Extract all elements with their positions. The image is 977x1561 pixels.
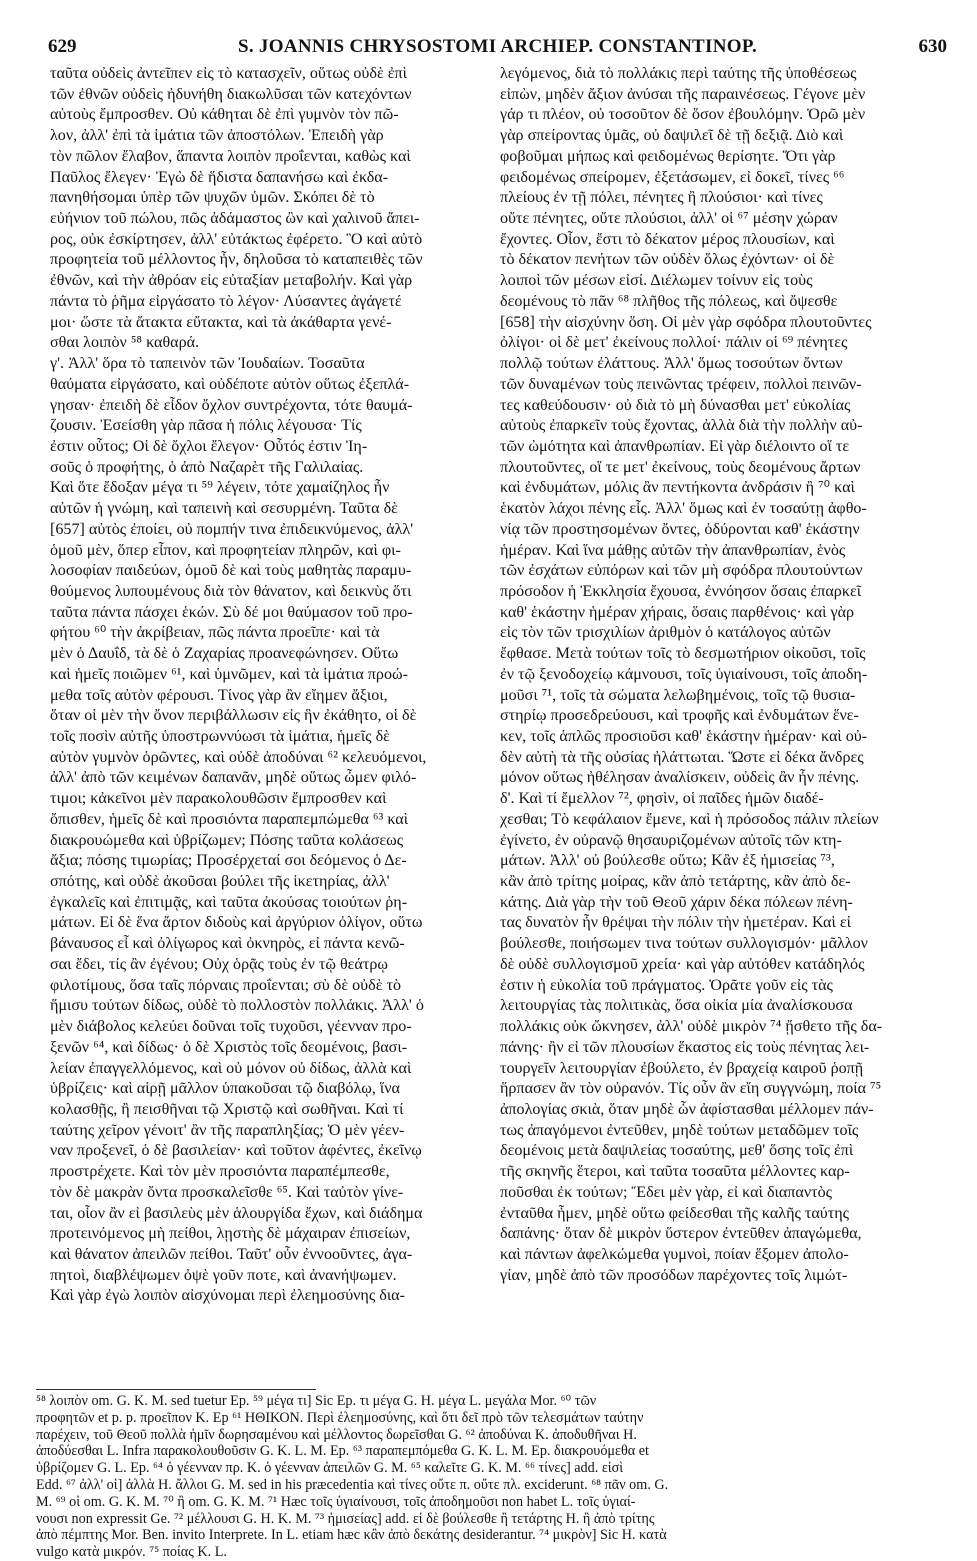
text-line: [658] τὴν αἰσχύνην ὅση. Οἱ μὲν γὰρ σφόδρα πλουτοῦντες [500, 313, 872, 331]
text-line: ὑβρίζεις· καὶ αἱρῇ μᾶλλον ὑπακοῦσαι τῷ διαβόλῳ, ἵνα [50, 1080, 400, 1098]
text-line: τῆς σκηνῆς ἕτεροι, καὶ ταῦτα τοσαῦτα μέλλοντες καρ- [500, 1163, 850, 1181]
text-line: γ'. Ἀλλ' ὅρα τὸ ταπεινὸν τῶν Ἰουδαίων. Τοσαῦτα [50, 355, 365, 373]
text-line: γίαν, μηδὲ ἀπὸ τῶν προσόδων παρέχοντες τοῖς λιμώτ- [500, 1266, 848, 1284]
text-line: κεν, τοῖς ἁπλῶς προσιοῦσι καθ' ἑκάστην ἡμέραν· καὶ οὐ- [500, 728, 868, 745]
running-title: S. JOANNIS CHRYSOSTOMI ARCHIEP. CONSTANTINOP. [237, 36, 758, 57]
text-line: τὸν δὲ μακρὰν ὄντα προσκαλεῖσθε ⁶⁵. Καὶ ταὐτὸν γίνε- [50, 1183, 404, 1201]
text-line: Παῦλος ἔλεγεν· Ἐγὼ δὲ ἥδιστα δαπανήσω καὶ ἐκδα- [50, 168, 389, 186]
text-line: σθαι λοιπὸν ⁵⁸ καθαρά. [50, 334, 200, 352]
running-header [48, 36, 947, 62]
text-line: ἐστιν οὗτος; Οἱ δὲ ὄχλοι ἔλεγον· Οὗτός ἐστιν Ἰη- [50, 437, 368, 455]
text-line: μὲν διάβολος κελεύει δοῦναι τοῖς τυχοῦσι, γέενναν προ- [50, 1018, 412, 1036]
text-line: μοι· ὥστε τὰ ἄτακτα εὔτακτα, καὶ τὰ ἀκάθαρτα γενέ- [50, 313, 392, 331]
text-line: ὅταν οἱ μὲν τὴν ὄνον περιβάλλωσιν εἰς ἣν ἐκάθητο, οἱ δὲ [50, 707, 417, 725]
footnote-line: ⁵⁸ λοιπὸν om. G. K. M. sed tuetur Ep. ⁵⁹ μέγα τι] Sic Ep. τι μέγα G. H. μέγα L. μεγάλα Mor. ⁶⁰ τῶν [36, 1393, 597, 1409]
text-line: βούλεσθε, ποιήσωμεν τινα τούτων συλλογισμόν· μᾶλλον [500, 935, 868, 953]
text-line: κάτης. Διὰ γὰρ τὴν τοῦ Θεοῦ χάριν δέκα πόλεων πένη- [500, 893, 853, 911]
text-line: μοῦσι ⁷¹, τοῖς τὰ σώματα λελωβημένοις, τοῖς τῷ θυσια- [500, 686, 856, 704]
text-line: Καὶ γὰρ ἐγὼ λοιπὸν αἰσχύνομαι περὶ ἐλεημοσύνης δια- [50, 1287, 405, 1305]
text-line: ὀλίγοι· οἱ δὲ μετ' ἐκείνους πολλοί· πάλιν οἱ ⁶⁹ πένητες [500, 334, 848, 352]
text-line: φήτου ⁶⁰ τὴν ἀκρίβειαν, πῶς πάντα προεῖπε· καὶ τὰ [50, 624, 380, 642]
text-line: σοῦς ὁ προφήτης, ὁ ἀπὸ Ναζαρὲτ τῆς Γαλιλαίας. [50, 458, 364, 476]
text-line: ἥμισυ τούτων δίδως, οὐδὲ τὸ πολλοστὸν πολλάκις. Ἀλλ' ὁ [50, 997, 424, 1015]
text-line: ται, οἷον ἂν εἰ βασιλεὺς μὲν ἁλουργίδα ἔχων, καὶ διάδημα [50, 1204, 423, 1222]
text-line: ἔφθασε. Μετὰ τούτων τοῖς τὸ δεσμωτήριον οἰκοῦσι, τοῖς [500, 645, 866, 663]
footnote-line: ὑβρίζομεν G. L. Ep. ⁶⁴ ὁ γέενναν πρ. K. ὁ γέενναν ἀπειλῶν G. M. ⁶⁵ καλεῖτε G. K. M. ⁶⁶ τίνες] add. εἰσὶ [36, 1460, 624, 1477]
text-line: μεθα τοῖς αὐτὸν φέρουσι. Τίνος γὰρ ἂν εἴημεν ἄξιοι, [50, 686, 388, 704]
page-number-right: 630 [918, 36, 947, 57]
text-line: πολλῷ τούτων ἐλάττους. Ἀλλ' ὅμως τοσούτων ὄντων [500, 355, 843, 373]
text-line: αὐτοὺς ἔμπροσθεν. Οὐ κάθηται δὲ ἐπὶ γυμνὸν τὸν πῶ- [50, 106, 399, 124]
text-line: ταῦτα οὐδεὶς ἀντεῖπεν εἰς τὸ κατασχεῖν, οὕτως οὐδὲ ἐπὶ [50, 65, 407, 82]
text-line: εἰς τὸν τῶν τρισχιλίων ἀριθμὸν ὁ κατάλογος αὐτῶν [500, 624, 831, 642]
text-line: ἐν τῷ ξενοδοχείῳ κάμνουσι, τοῖς ὑγιαίνουσι, τοῖς ἀποδη- [500, 665, 868, 683]
text-line: μάτων. Εἰ δὲ ἕνα ἄρτον διδοὺς καὶ ἀργύριον ὀλίγον, οὕτω [50, 914, 423, 932]
text-line: ξενῶν ⁶⁴, καὶ δίδως· ὁ δὲ Χριστὸς τοῖς δεομένοις, βασι- [50, 1038, 408, 1056]
text-line: τῶν ὠμότητα καὶ ἀπανθρωπίαν. Εἰ γὰρ διέλοιντο οἵ τε [500, 437, 850, 455]
footnotes [36, 1393, 948, 1561]
text-line: βάναυσος εἶ καὶ ὀλίγωρος καὶ ὀκνηρὸς, εἰ πάντα κενῶ- [50, 935, 405, 953]
footnote-line: M. ⁶⁹ οἱ om. G. K. M. ⁷⁰ ἢ om. G. K. M. ⁷¹ Hæc τοῖς ὑγιαίνουσι, τοῖς ἀποδημοῦσι non habet L. τοῖς ὑγιαί- [36, 1493, 636, 1510]
text-line: αὐτῶν ἡ γνώμη, καὶ ταπεινὴ καὶ σεσυρμένη. Ταῦτα δὲ [50, 500, 398, 518]
text-line: ποῦσθαι ἐκ τούτων; Ἔδει μὲν γὰρ, εἰ καὶ διαπαντὸς [500, 1183, 833, 1201]
text-line: δὲν αὐτὴ τὰ τῆς οὐσίας ἠλάττωται. Ὥστε εἰ δέκα ἄνδρες [500, 748, 864, 766]
text-line: νίᾳ τῶν προστησομένων ὄντες, ὀδύρονται καθ' ἑκάστην [500, 520, 860, 538]
page-number-left: 629 [48, 36, 77, 57]
footnote-line: ἀποδύεσθαι L. Infra παρακολουθοῦσιν G. K. L. M. Ep. ⁶³ παραπεμπόμεθα G. K. L. M. Ep. διακρουόμεθα et [36, 1443, 649, 1460]
text-line: καὶ θάνατον ἀπειλῶν πείθοι. Ταῦτ' οὖν ἐννοοῦντες, ἀγα- [50, 1245, 413, 1263]
text-line: ναν προξενεῖ, ὁ δὲ βασιλείαν· καὶ τοῦτον ἀφέντες, ἐκεῖνῳ [50, 1142, 422, 1160]
text-line: ἐγίνετο, ἐν οὐρανῷ θησαυριζομένων αὐτοῖς τῶν κτη- [500, 831, 842, 849]
text-line: ζουσιν. Ἐσείσθη γὰρ πᾶσα ἡ πόλις λέγουσα· Τίς [50, 417, 362, 435]
text-line: ἡμέραν. Καὶ ἵνα μάθῃς αὐτῶν τὴν ἀπανθρωπίαν, ἑνὸς [500, 541, 846, 559]
text-line: εὐήνιον τοῦ πώλου, πῶς ἀδάμαστος ὢν καὶ χαλινοῦ ἄπει- [50, 210, 420, 228]
text-line: γησαν· ἐπειδὴ δὲ εἶδον ὄχλον συντρέχοντα, τότε θαυμά- [50, 396, 413, 414]
left-text-column [50, 64, 482, 1307]
text-line: προτεινόμενος μὴ πείθοι, λῃστὴς δὲ μάχαιραν ἐπισείων, [50, 1225, 411, 1243]
text-line: ρος, οὐκ ἐσκίρτησεν, ἀλλ' εὐτάκτως ἐφέρετο. Ὃ καὶ αὐτὸ [50, 230, 423, 248]
text-line: λοιποὶ τῶν μέσων εἰσί. Διέλωμεν τοίνυν εἰς τοὺς [500, 272, 813, 290]
text-line: τας δυνατὸν ἦν θρέψαι τὴν πόλιν τὴν ἡμετέραν. Καὶ εἰ [500, 914, 851, 932]
text-line: τῶν ἐθνῶν οὐδεὶς ἠδυνήθη διακωλῦσαι τῶν κατεχόντων [50, 85, 412, 103]
text-line: πολλάκις οὐκ ὤκνησεν, ἀλλ' οὐδὲ μικρὸν ⁷⁴ ᾔσθετο τῆς δα- [500, 1018, 883, 1036]
text-line: λοσοφίαν παιδεύων, ὁμοῦ δὲ καὶ τοὺς μαθητὰς παραμυ- [50, 562, 412, 580]
text-line: δεομένοις μετὰ δαψιλείας τοσαύτης, μεθ' ὅσης τοῖς ἐπὶ [500, 1142, 854, 1160]
text-line: μάτων. Ἀλλ' οὐ βούλεσθε οὕτω; Κἂν ἐξ ἡμισείας ⁷³, [500, 852, 835, 870]
text-line: πρόσοδον ἡ Ἐκκλησία ἔχουσα, ἐννόησον ὅσαις ἐπαρκεῖ [500, 582, 862, 600]
text-line: γάρ τι πλέον, οὐ τοσοῦτον δὲ ὅσον ἐβουλόμην. Ὁρῶ μὲν [500, 106, 866, 124]
text-line: μὲν ὁ Δαυΐδ, τὰ δὲ ὁ Ζαχαρίας προανεφώνησεν. Οὕτω [50, 645, 399, 663]
text-line: δὲ οὐδὲ συλλογισμοῦ χρεία· καὶ γὰρ αὐτόθεν κατάδηλός [500, 955, 865, 973]
text-line: Καὶ ὅτε ἔδοξαν μέγα τι ⁵⁹ λέγειν, τότε χαμαίζηλος ἦν [50, 479, 390, 497]
text-line: πανηθήσομαι ὑπὲρ τῶν ψυχῶν ὑμῶν. Σκόπει δὲ τὸ [50, 189, 375, 207]
text-line: ὄπισθεν, ἡμεῖς δὲ καὶ προσιόντα παραπεμπώμεθα ⁶³ καὶ [50, 810, 409, 828]
text-line: στηρίῳ προσεδρεύουσι, καὶ τροφῆς καὶ ἐνδυμάτων ἕνε- [500, 707, 859, 725]
footnote-line: Edd. ⁶⁷ ἀλλ' οἱ] ἀλλὰ H. ἄλλοι G. M. sed in his præcedentia καὶ τίνες οὔτε π. οὔτε πλ. exciderunt. ⁶⁸ πᾶν om. G. [36, 1476, 669, 1493]
text-line: ὁμοῦ μὲν, ὅπερ εἶπον, καὶ προφητείαν πληρῶν, καὶ φι- [50, 541, 401, 559]
text-line: τως ἀπαγόμενοι ἐντεῦθεν, μηδὲ τούτων μεταδῶμεν τοῖς [500, 1121, 859, 1139]
text-line: κἂν ἀπὸ τρίτης μοίρας, κἂν ἀπὸ τετάρτης, κἂν ἀπὸ δε- [500, 873, 851, 891]
text-line: καθ' ἑκάστην ἡμέραν χήραις, ὅσαις παρθένοις· καὶ γὰρ [500, 603, 855, 621]
text-line: χεσθαι; Τὸ κεφάλαιον ἔμενε, καὶ ἡ πρόσοδος πάλιν πλείων [500, 810, 879, 828]
footnote-rule [36, 1389, 316, 1390]
text-line: ἐγκαλεῖς καὶ ἐπιτιμᾷς, καὶ ταῦτα ἀκούσας τοιούτων ῥη- [50, 893, 408, 911]
text-line: πητοὶ, διαβλέψωμεν ὀψὲ γοῦν ποτε, καὶ ἀνανήψωμεν. [50, 1266, 397, 1284]
text-line: λεγόμενος, διὰ τὸ πολλάκις περὶ ταύτης τῆς ὑποθέσεως [500, 65, 857, 82]
text-line: καὶ πάντων ἀφελκώμεθα γυμνοὶ, ποίαν ἕξομεν ἀπολο- [500, 1245, 849, 1263]
text-line: πάνης· ἢν εἰ τῶν πλουσίων ἕκαστος εἰς τοὺς πένητας λει- [500, 1038, 870, 1056]
text-line: προφητεία τοῦ μέλλοντος ἦν, δηλοῦσα τὸ καταπειθὲς τῶν [50, 251, 423, 269]
right-text-column [500, 64, 945, 1286]
text-line: τοῖς ποσὶν αὐτῆς ὑποστρωννύωσι τὰ ἱμάτια, ἡμεῖς δὲ [50, 728, 390, 745]
text-line: τῶν ἐσχάτων εὐπόρων καὶ τῶν μὴ σφόδρα πλουτούντων [500, 562, 863, 580]
text-line: ταύτης χεῖρον γένοιτ' ἂν τῆς παραπληξίας; Ὁ μὲν γέεν- [50, 1121, 405, 1139]
text-line: καὶ ἡμεῖς ποιῶμεν ⁶¹, καὶ ὑμνῶμεν, καὶ τὰ ἱμάτια προώ- [50, 665, 408, 683]
text-line: πάντα τὸ ῥῆμα εἰργάσατο τὸ λέγον· Λύσαντες ἀγάγετέ [50, 292, 402, 310]
text-line: τὸν πῶλον ἔλαβον, ἅπαντα λοιπὸν προΐενται, καθὼς καὶ [50, 147, 411, 165]
text-line: τες καθεύδουσιν· οὐ διὰ τὸ μὴ δύνασθαι μετ' εὐκολίας [500, 396, 851, 414]
text-line: αὐτὸν γυμνὸν ὁρῶντες, καὶ οὐδὲ ἀποδύναι ⁶² κελευόμενοι, [50, 748, 427, 766]
text-line: ἐθνῶν, καὶ τὴν ἀθρόαν εἰς εὐταξίαν μεταβολήν. Καὶ γὰρ [50, 272, 413, 290]
text-line: τῶν δυναμένων τοὺς πεινῶντας τρέφειν, πολλοὶ πεινῶν- [500, 375, 862, 393]
text-line: αὐτοὺς ἐπαρκεῖν τοὺς ἔχοντας, ἀλλὰ διὰ τὴν πολλὴν αὐ- [500, 417, 863, 435]
text-line: ἀπολογίας σκιὰ, ὅταν μηδὲ ὧν ἀφίστασθαι μέλλομεν πάν- [500, 1100, 874, 1118]
footnote-line: ἀπὸ πέμπτης Mor. Ben. invito Interprete. In L. etiam hæc κἂν ἀπὸ δεκάτης desiderantur. ⁷⁴ μικρὸν] Sic H. κατὰ [36, 1527, 667, 1544]
footnote-line: προφητῶν et p. p. προεῖπον K. Ep ⁶¹ ΗΘΙΚΟΝ. Περὶ ἐλεημοσύνης, καὶ ὅτι δεῖ πρὸ τῶν τελεσμάτων ταύτην [36, 1409, 644, 1426]
text-line: προστρέχετε. Καὶ τὸν μὲν προσιόντα παραπέμπεσθε, [50, 1163, 390, 1181]
text-line: πλείους ἐν τῇ πόλει, πένητες ἢ πλούσιοι· καὶ τίνες [500, 189, 823, 207]
text-line: φιλοτίμους, ὅσα ταῖς πόρναις προΐενται; σὺ δὲ οὐδὲ τὸ [50, 976, 401, 994]
text-line: τουργεῖν λειτουργίαν ἐβούλετο, ἐν βραχείᾳ καιροῦ ῥοπῇ [500, 1059, 864, 1077]
text-line: γὰρ σπείροντας ὑμᾶς, οὐ δαψιλεῖ δὲ τῇ δεξιᾷ. Διὸ καὶ [500, 127, 844, 145]
text-line: λον, ἀλλ' ἐπὶ τὰ ἱμάτια τῶν ἀποστόλων. Ἐπειδὴ γὰρ [50, 127, 384, 145]
footnote-line: παρέχειν, τοῦ Θεοῦ πολλὰ ἡμῖν δωρησαμένου καὶ μέλλοντος δωρεῖσθαι G. ⁶² ἀποδύναι K. ἀποδυθῆναι H. [36, 1426, 637, 1443]
footnote-line: vulgo κατὰ μικρόν. ⁷⁵ ποίας K. L. [36, 1544, 227, 1561]
text-line: τιμοι; κἀκεῖνοι μὲν παρακολουθῶσιν ἔμπροσθεν καὶ [50, 790, 387, 808]
text-line: ἐνταῦθα ἦμεν, μηδὲ οὕτω φείδεσθαι τῆς καλῆς ταύτης [500, 1204, 850, 1222]
text-line: κολασθῇς, ἢ πεισθῆναι τῷ Χριστῷ καὶ σωθῆναι. Καὶ τί [50, 1100, 404, 1118]
footnote-line: νουσι non expressit Ge. ⁷² μέλλουσι G. H. K. M. ⁷³ ἡμισείας] add. εἰ δὲ βούλεσθε ἢ τετάρτης H. ἢ ἀπὸ τρίτης [36, 1510, 655, 1527]
text-line: ἥρπασεν ἂν τὸν οὐρανόν. Τίς οὖν ἂν εἴη συγγνώμη, ποία ⁷⁵ [500, 1080, 882, 1098]
text-line: πλουτοῦντες, οἵ τε μετ' ἐκείνους, τοὺς δεομένους ἄρτων [500, 458, 861, 476]
text-line: ταῦτα πάντα πάσχει ἑκών. Σὺ δέ μοι θαύμασον τοῦ προ- [50, 603, 413, 621]
text-line: διακρουώμεθα καὶ ὑβρίζωμεν; Πόσης ταῦτα κολάσεως [50, 831, 404, 849]
text-line: τὸ δέκατον πενήτων τῶν οὐδὲν ὅλως ἐχόντων· οἱ δὲ [500, 251, 835, 269]
text-line: φοβοῦμαι μήπως καὶ φειδομένως θερίσητε. Ὅτι γὰρ [500, 147, 836, 165]
text-line: θούμενος λυπουμένους διὰ τὸν θάνατον, καὶ δεικνὺς ὅτι [50, 582, 412, 600]
text-line: [657] αὐτὸς ἐποίει, οὐ πομπήν τινα ἐπιδεικνύμενος, ἀλλ' [50, 520, 414, 538]
text-line: ἔχοντες. Οἷον, ἔστι τὸ δέκατον μέρος πλουσίων, καὶ [500, 230, 835, 248]
text-line: εἰπὼν, μηδὲν ἄξιον ἀνύσαι τῆς παραινέσεως. Γέγονε μὲν [500, 85, 866, 103]
text-line: μόνον οὕτως ἠθέλησαν ἀναλίσκειν, οὐδεὶς ἂν ἦν πένης. [500, 769, 860, 787]
text-line: ἀλλ' ἀπὸ τῶν κειμένων δαπανᾶν, μηδὲ οὕτως ὦμεν φιλό- [50, 769, 417, 787]
text-line: σπότης, καὶ οὐδὲ ἀκοῦσαι βούλει τῆς ἱκετηρίας, ἀλλ' [50, 873, 390, 891]
text-line: οὔτε πένητες, οὔτε πλούσιοι, ἀλλ' οἱ ⁶⁷ μέσην χώραν [500, 210, 838, 228]
text-line: λειτουργίας τὰς πολιτικὰς, ὅσα οἰκία μία ἀναλίσκουσα [500, 997, 853, 1015]
text-line: θαύματα εἰργάσατο, καὶ οὐδέποτε αὐτὸν οὕτως ἐξεπλά- [50, 375, 410, 393]
text-line: δ'. Καὶ τί ἔμελλον ⁷², φησὶν, οἱ παῖδες ἡμῶν διαδέ- [500, 790, 824, 808]
text-line: φειδομένως σπείρομεν, ἐξετάσωμεν, εἰ δοκεῖ, τίνες ⁶⁶ [500, 168, 845, 186]
text-line: δαπάνης· ὅταν δὲ μικρὸν ὕστερον ἐντεῦθεν ἀπαγώμεθα, [500, 1225, 862, 1243]
text-line: καὶ ἐνδυμάτων, μόλις ἂν πεντήκοντα ἀνδράσιν ἢ ⁷⁰ καὶ [500, 479, 855, 497]
text-line: ἄξια; πόσης τιμωρίας; Προσέρχεταί σοι δεόμενος ὁ Δε- [50, 852, 407, 870]
text-line: σαι ἔδει, τίς ἂν ἐγένου; Οὐχ ὁρᾷς τοὺς ἐν τῷ θεάτρῳ [50, 955, 388, 973]
text-line: λείαν ἐπαγγελλόμενος, καὶ οὐ μόνον οὐ δίδως, ἀλλὰ καὶ [50, 1059, 412, 1077]
text-line: ἐστιν ἡ εὐκολία τοῦ πράγματος. Ὁρᾶτε γοῦν εἰς τὰς [500, 976, 833, 994]
text-line: ἑκατὸν λάχοι πένης εἷς. Ἀλλ' ὅμως καὶ ἐν τοσαύτῃ ἀφθο- [500, 500, 867, 518]
text-line: δεομένους τὸ πᾶν ⁶⁸ πλῆθος τῆς πόλεως, καὶ ὄψεσθε [500, 292, 838, 310]
